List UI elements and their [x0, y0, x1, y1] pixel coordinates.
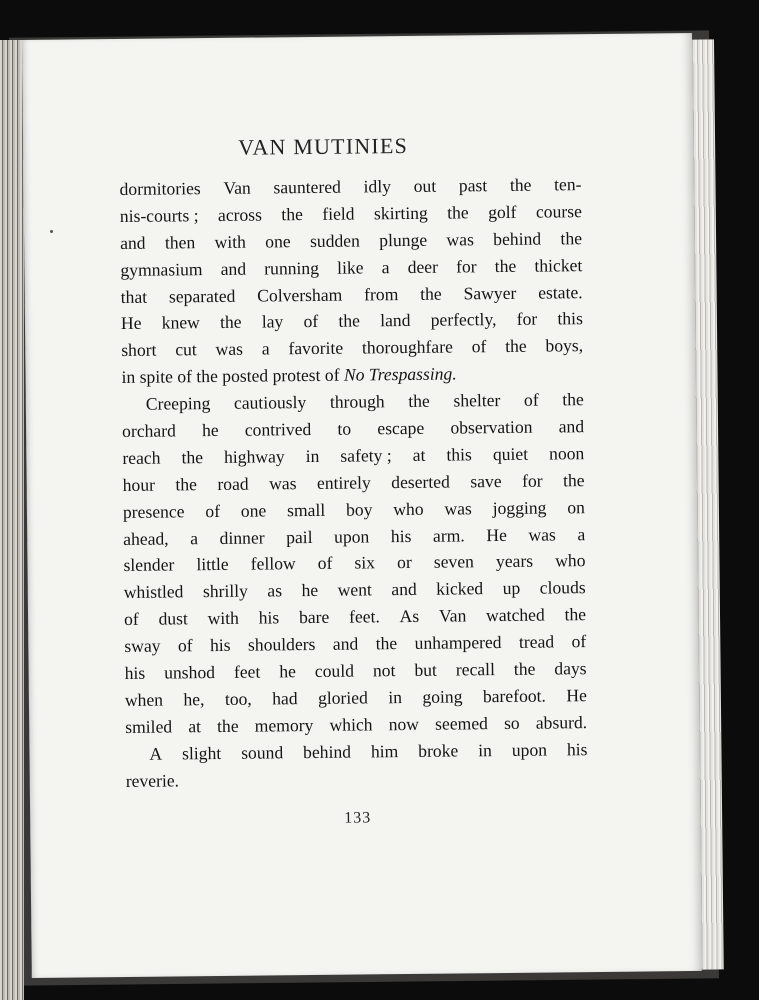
word: a — [577, 523, 586, 544]
word: a — [261, 338, 270, 359]
word: upon — [334, 525, 370, 547]
word: estate. — [538, 281, 583, 303]
word: Colversham — [257, 284, 343, 306]
word: feet — [233, 661, 261, 682]
word: the — [560, 227, 583, 249]
word: He — [120, 313, 142, 334]
word: the — [338, 310, 361, 332]
word: in — [305, 445, 320, 466]
word: so — [503, 712, 520, 733]
word: the — [175, 473, 197, 495]
word: going — [422, 686, 463, 707]
word: shoulders — [247, 634, 316, 655]
word: jogging — [492, 497, 547, 518]
word: was — [446, 229, 474, 250]
word: lay — [261, 311, 284, 332]
word: running — [264, 257, 320, 279]
word: with — [214, 231, 246, 252]
word: in — [121, 367, 136, 388]
word: protest — [272, 365, 321, 386]
word: of — [177, 366, 193, 387]
word: idly — [363, 176, 392, 197]
word: of — [177, 635, 193, 656]
word: which — [329, 714, 373, 735]
word: unhampered — [414, 632, 502, 654]
word: He — [486, 524, 507, 545]
word: ahead, — [123, 528, 169, 549]
word: course — [535, 201, 582, 222]
word: he, — [183, 689, 205, 710]
word: sauntered — [273, 176, 341, 198]
word: six — [354, 552, 376, 574]
word: arm. — [432, 524, 465, 546]
word: ten- — [553, 174, 582, 195]
word: unshod — [164, 662, 216, 683]
word: on — [567, 496, 585, 518]
word: field — [322, 203, 355, 224]
word: seven — [433, 551, 474, 573]
word: at — [412, 444, 426, 465]
word: small — [286, 499, 326, 520]
word: kicked — [436, 578, 484, 600]
word: the — [494, 255, 517, 276]
word: sound — [241, 742, 284, 763]
word: of — [123, 609, 139, 630]
word: the — [562, 389, 584, 410]
word: had — [272, 688, 298, 709]
word: the — [420, 283, 442, 304]
word: golf — [488, 201, 517, 223]
word: this — [557, 308, 583, 329]
word: highway — [223, 446, 285, 467]
word: seemed — [434, 712, 488, 734]
word: dinner — [219, 527, 265, 548]
word: road — [217, 473, 249, 494]
word: barefoot. — [482, 685, 546, 707]
word: in — [478, 739, 492, 760]
text-line — [122, 440, 584, 472]
word: A — [149, 743, 163, 764]
word: was — [215, 339, 244, 360]
word: could — [314, 660, 355, 681]
word: pail — [286, 526, 313, 547]
word: spite — [139, 366, 173, 388]
word: now — [388, 713, 420, 735]
word: the — [447, 202, 469, 223]
word: of — [205, 500, 221, 521]
word: to — [337, 418, 352, 439]
word: days — [554, 658, 587, 679]
word: for — [455, 255, 477, 277]
word: through — [329, 391, 385, 412]
word: cut — [175, 339, 197, 360]
word: Van — [438, 605, 467, 626]
word: absurd. — [535, 711, 588, 733]
book-page — [22, 33, 702, 978]
word: was — [444, 498, 472, 519]
word: shrilly — [202, 581, 248, 602]
word: like — [337, 257, 364, 278]
word: As — [399, 606, 420, 627]
word: was — [269, 472, 297, 494]
body-text — [119, 171, 587, 794]
word: smiled — [125, 716, 173, 737]
word: the — [513, 658, 536, 679]
word: and — [332, 633, 359, 654]
word: across — [217, 204, 263, 225]
word: and — [220, 258, 247, 279]
text-line — [124, 601, 586, 633]
word: reach — [122, 447, 161, 468]
word: plunge — [379, 229, 428, 251]
word: boy — [345, 499, 373, 520]
word: who — [555, 550, 586, 571]
word: his — [390, 525, 412, 546]
word: whistled — [123, 581, 184, 603]
word: he — [201, 419, 219, 441]
word: he — [301, 580, 319, 601]
word: the — [196, 366, 218, 387]
word: out — [413, 175, 437, 196]
word: Sawyer — [463, 282, 517, 303]
text-line — [125, 736, 587, 768]
word: the — [375, 633, 398, 654]
word: bare — [298, 607, 330, 628]
word: Creeping — [145, 393, 211, 414]
word: and — [558, 416, 585, 437]
word: short — [121, 339, 157, 361]
word: slender — [123, 554, 175, 576]
word: when — [124, 689, 164, 710]
text-line — [123, 494, 585, 526]
word: contrived — [244, 419, 312, 440]
word: or — [396, 552, 412, 573]
word: posted — [222, 365, 269, 387]
word: tread — [518, 631, 555, 652]
word: the — [505, 336, 527, 357]
word: perfectly, — [430, 309, 497, 331]
word: hour — [122, 474, 156, 495]
word: the — [181, 447, 204, 468]
word: from — [364, 283, 399, 304]
word: cautiously — [233, 392, 307, 413]
text-line — [121, 332, 583, 364]
word: was — [528, 524, 556, 545]
word: dust — [158, 608, 188, 629]
page-number: 133 — [344, 809, 372, 827]
word: of — [324, 364, 340, 386]
word: knew — [161, 312, 200, 334]
word: one — [240, 500, 267, 521]
word: the — [216, 715, 239, 736]
word: the — [562, 469, 585, 491]
word: memory — [254, 714, 314, 736]
word: fellow — [250, 553, 296, 575]
word: reverie. — [125, 769, 180, 791]
word: up — [502, 578, 521, 599]
word: of — [317, 553, 333, 574]
word: presence — [122, 501, 185, 522]
word: Van — [223, 177, 251, 198]
word: the — [281, 203, 303, 225]
word: his — [209, 634, 231, 656]
word: clouds — [539, 577, 586, 598]
word: upon — [511, 739, 548, 760]
word: too, — [224, 688, 252, 709]
word: his — [258, 607, 280, 628]
word: safety ; — [340, 445, 392, 466]
word: shelter — [453, 390, 501, 411]
word: nis-courts ; — [119, 205, 199, 226]
word: the — [408, 390, 430, 412]
word: land — [380, 310, 411, 331]
word: of — [523, 389, 539, 410]
word: behind — [303, 741, 352, 762]
word: quiet — [492, 443, 529, 464]
word: and — [391, 579, 417, 600]
word: past — [458, 175, 488, 196]
italic-phrase: No Trespassing. — [343, 363, 457, 385]
word: deer — [407, 256, 439, 277]
word: boys, — [545, 335, 584, 356]
word: a — [381, 256, 390, 277]
word: dormitories — [119, 178, 201, 199]
word: of — [303, 311, 319, 332]
word: for — [521, 470, 543, 491]
running-head: VAN MUTINIES — [238, 132, 409, 160]
word: deserted — [391, 471, 450, 492]
word: the — [564, 604, 587, 625]
word: and — [120, 232, 146, 253]
word: thoroughfare — [361, 336, 453, 358]
word: of — [571, 631, 587, 652]
word: went — [337, 579, 372, 601]
word: save — [470, 470, 502, 492]
facing-page-edge — [0, 40, 24, 1000]
word: slight — [182, 742, 222, 764]
word: of — [471, 336, 487, 357]
word: this — [446, 444, 472, 465]
word: as — [267, 580, 283, 601]
word: he — [279, 661, 297, 682]
word: favorite — [288, 337, 344, 359]
word: with — [207, 608, 240, 629]
word: little — [196, 554, 229, 575]
word: entirely — [316, 472, 371, 493]
word: then — [164, 231, 196, 253]
word: for — [516, 309, 538, 330]
word: his — [566, 738, 588, 760]
word: thicket — [534, 254, 583, 276]
word: one — [265, 230, 291, 252]
word: his — [124, 662, 146, 683]
word: watched — [486, 604, 545, 626]
word: observation — [450, 416, 533, 438]
word: noon — [548, 443, 585, 464]
word: orchard — [121, 420, 176, 441]
text-line — [126, 763, 588, 795]
word: at — [188, 715, 202, 737]
word: that — [120, 286, 148, 307]
word: years — [495, 551, 534, 572]
word: a — [190, 527, 199, 548]
word: separated — [168, 285, 236, 307]
word: broke — [418, 740, 459, 761]
word: not — [372, 660, 396, 681]
word: in — [388, 686, 403, 708]
word: who — [393, 498, 424, 519]
word: feet. — [348, 606, 380, 627]
word: gloried — [317, 687, 368, 708]
text-line — [121, 279, 583, 311]
word: escape — [377, 417, 425, 439]
word: behind — [493, 228, 542, 249]
word: sway — [124, 635, 161, 657]
word: He — [566, 685, 587, 706]
ink-speck — [50, 230, 53, 233]
word: sudden — [309, 230, 360, 251]
word: him — [370, 740, 399, 762]
word: skirting — [373, 202, 428, 224]
word: the — [219, 312, 242, 333]
word: but — [414, 659, 437, 680]
word: recall — [455, 659, 495, 680]
word: gymnasium — [120, 258, 203, 280]
word: the — [509, 174, 532, 195]
